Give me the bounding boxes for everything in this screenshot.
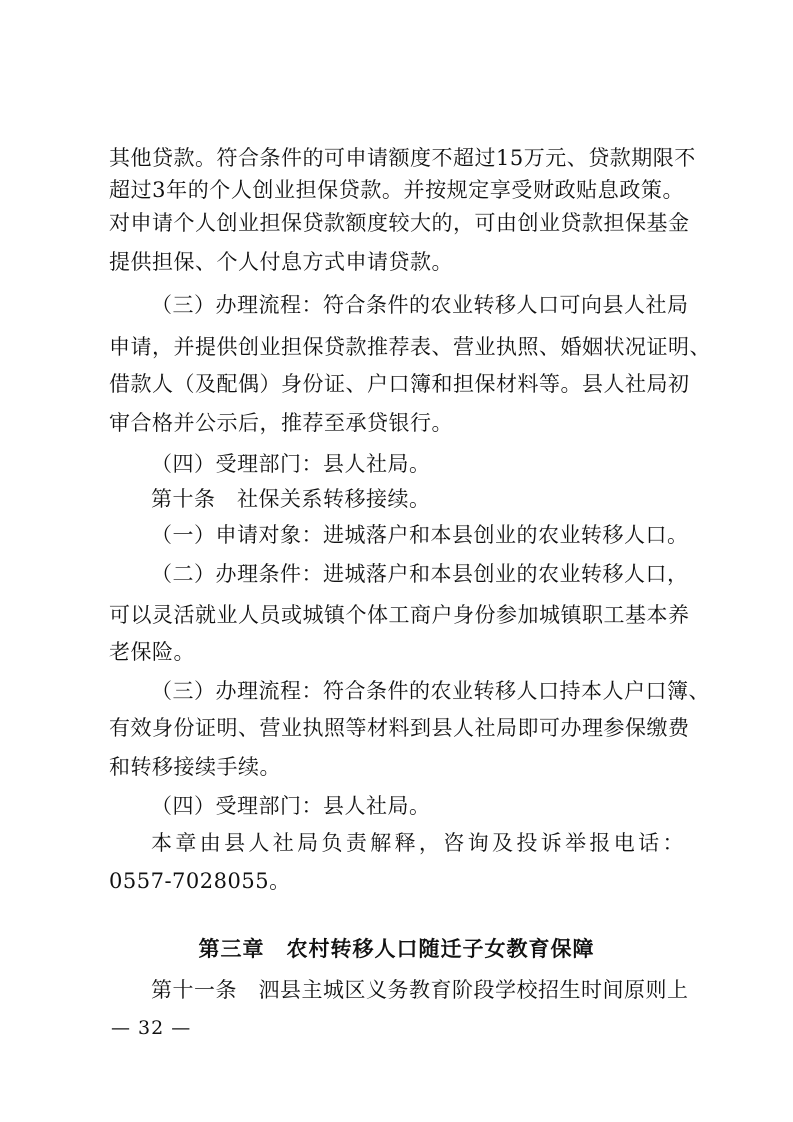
phone-number: 0557-7028055。: [109, 869, 291, 893]
paragraph-line: 借款人（及配偶）身份证、户口簿和担保材料等。县人社局初: [109, 372, 690, 396]
paragraph-line: （四）受理部门：县人社局。: [151, 452, 431, 476]
paragraph-line: 可以灵活就业人员或城镇个体工商户身份参加城镇职工基本养: [109, 603, 690, 627]
article-heading: 第十条 社保关系转移接续。: [151, 487, 431, 511]
paragraph-line: 本章由县人社局负责解释，咨询及投诉举报电话：: [151, 831, 684, 855]
paragraph-line: 申请，并提供创业担保贷款推荐表、营业执照、婚姻状况证明、: [109, 335, 711, 359]
paragraph-line: 第十一条 泗县主城区义务教育阶段学校招生时间原则上: [151, 978, 689, 1002]
paragraph-line: （三）办理流程：符合条件的农业转移人口持本人户口簿、: [151, 679, 710, 703]
paragraph-line: 有效身份证明、营业执照等材料到县人社局即可办理参保缴费: [109, 716, 690, 740]
paragraph-line: （三）办理流程：符合条件的农业转移人口可向县人社局: [151, 293, 689, 317]
paragraph-line: 其他贷款。符合条件的可申请额度不超过15万元、贷款期限不: [109, 146, 696, 170]
paragraph-line: 和转移接续手续。: [109, 755, 281, 779]
paragraph-line: 提供担保、个人付息方式申请贷款。: [109, 250, 453, 274]
paragraph-line: 对申请个人创业担保贷款额度较大的，可由创业贷款担保基金: [109, 211, 690, 235]
paragraph-line: 超过3年的个人创业担保贷款。并按规定享受财政贴息政策。: [109, 178, 684, 202]
paragraph-line: 审合格并公示后，推荐至承贷银行。: [109, 411, 453, 435]
paragraph-line: （二）办理条件：进城落户和本县创业的农业转移人口，: [151, 562, 689, 586]
chapter-title: 第三章 农村转移人口随迁子女教育保障: [198, 937, 595, 961]
paragraph-line: （一）申请对象：进城落户和本县创业的农业转移人口。: [151, 523, 689, 547]
paragraph-line: 老保险。: [109, 640, 195, 664]
page-number: — 32 —: [111, 1017, 192, 1039]
paragraph-line: （四）受理部门：县人社局。: [151, 794, 431, 818]
